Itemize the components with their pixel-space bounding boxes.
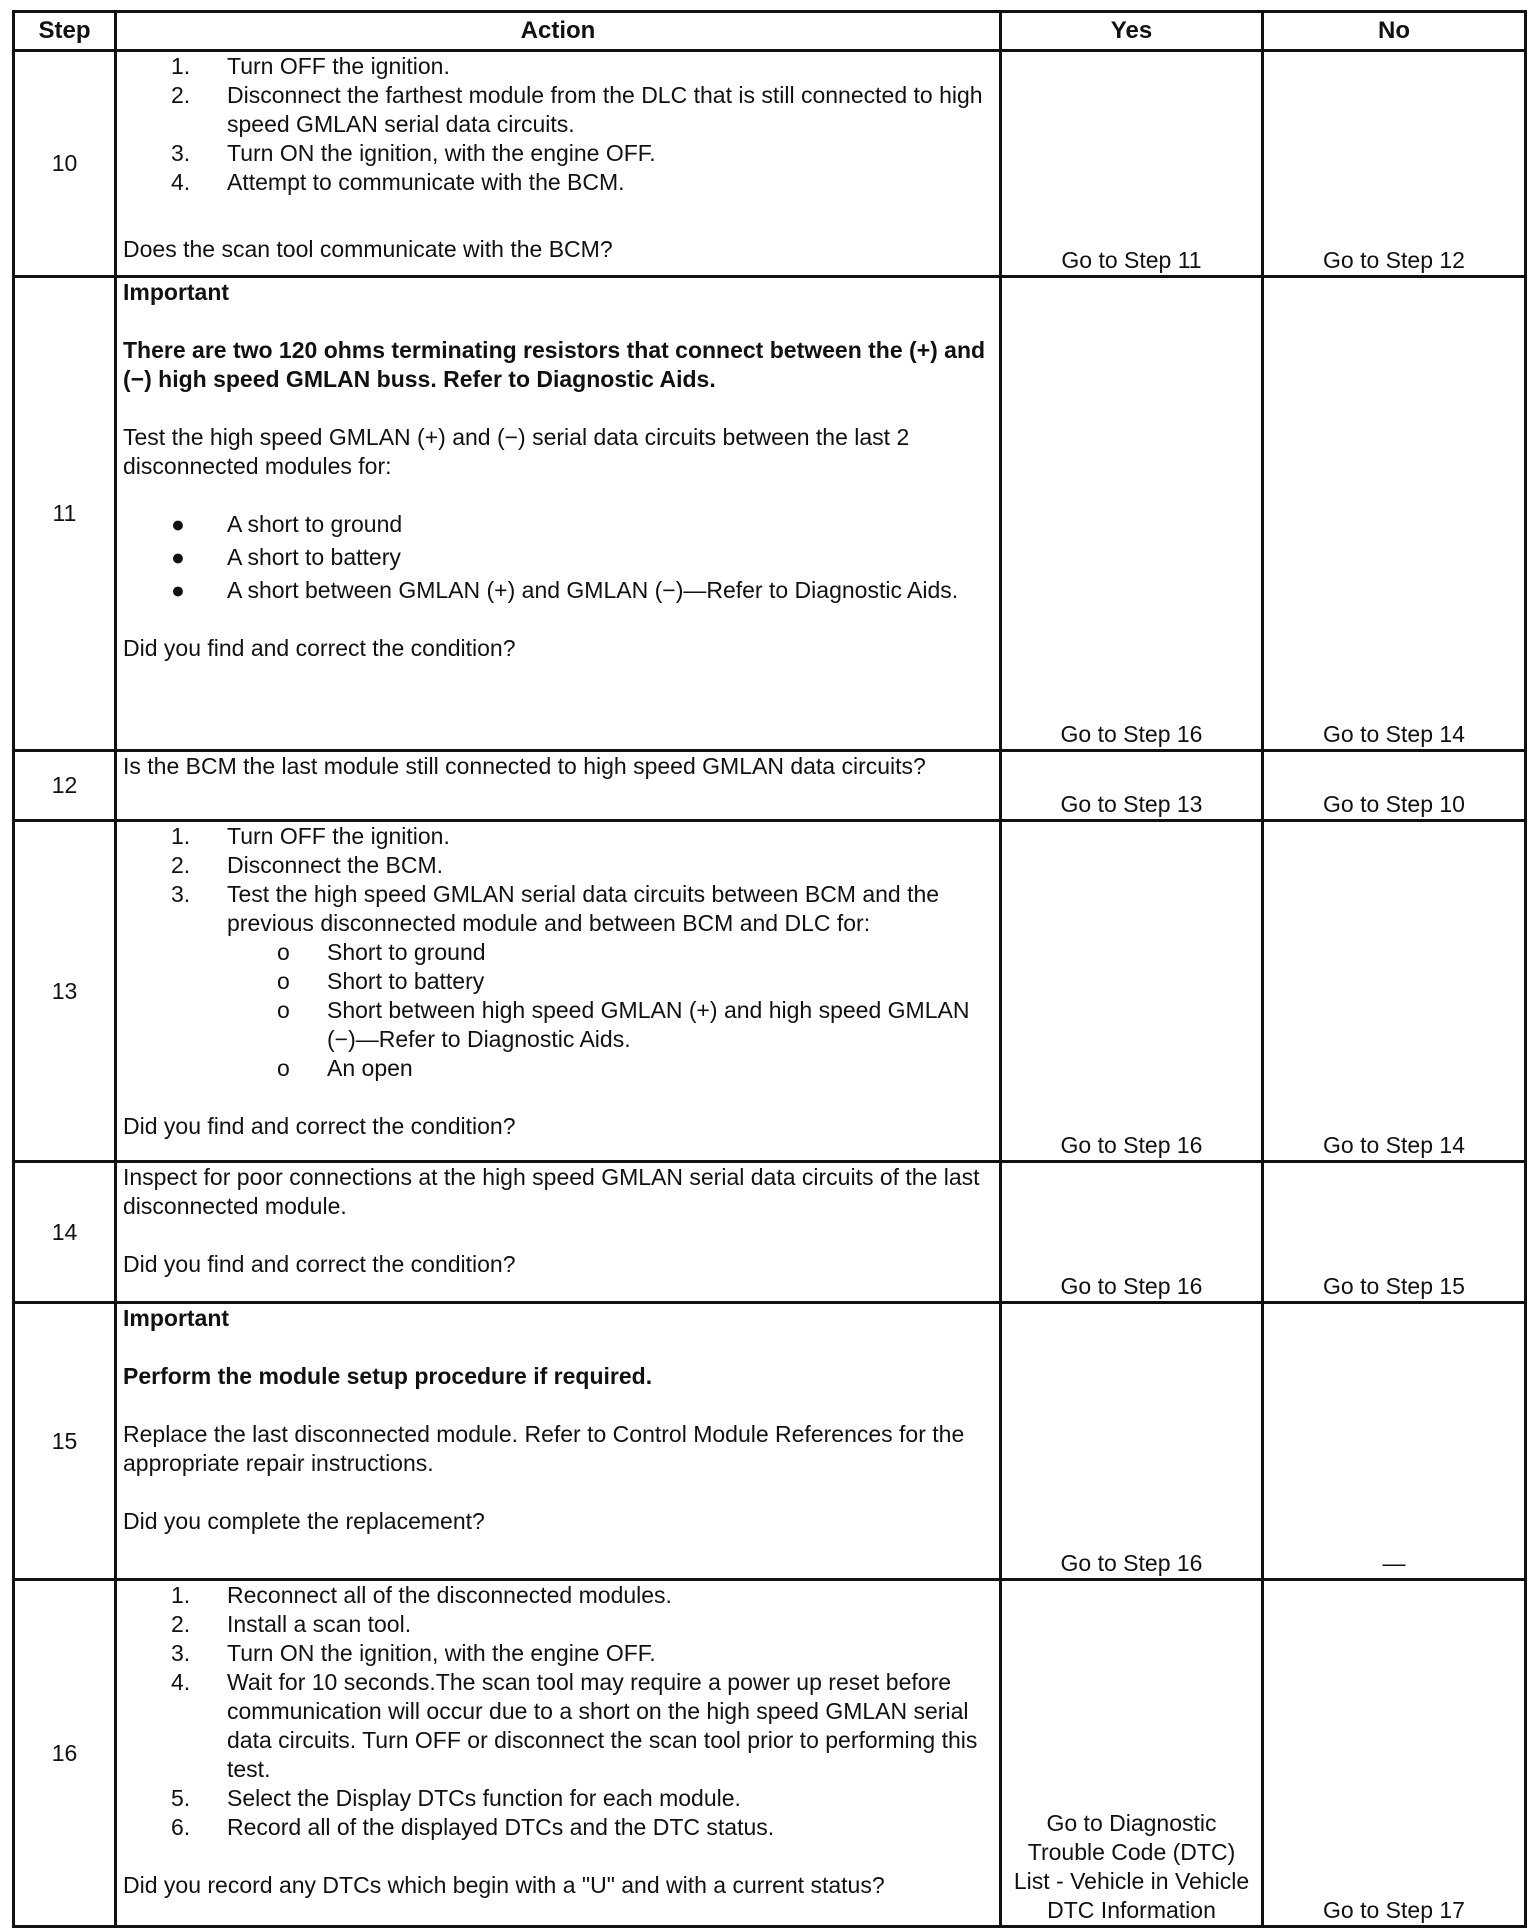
no-result: Go to Step 14 [1263, 277, 1526, 751]
question: Did you complete the replacement? [123, 1508, 485, 1534]
yes-result: Go to Step 16 [1001, 277, 1263, 751]
question: Is the BCM the last module still connected to high speed GMLAN data circuits? [123, 753, 926, 779]
list-item: 5. Select the Display DTCs function for each module. [171, 1785, 741, 1811]
table-row [14, 751, 1526, 821]
action-cell [116, 821, 1001, 1162]
list-item: 2. Disconnect the farthest module from the DLC that is still connected to high speed GMLAN serial data circuits. [171, 82, 983, 137]
header-no: No [1263, 12, 1526, 51]
table-row [14, 277, 1526, 751]
action-cell [116, 751, 1001, 821]
diagnostic-table [12, 10, 1527, 1928]
step-number: 12 [14, 751, 116, 821]
no-result: Go to Step 10 [1263, 751, 1526, 821]
important-label: Important [123, 279, 230, 305]
question: Did you find and correct the condition? [123, 1251, 516, 1277]
question: Does the scan tool communicate with the BCM? [123, 236, 613, 262]
question: Did you find and correct the condition? [123, 635, 516, 661]
list-item: ● A short to ground [171, 511, 403, 537]
list-item: ● A short between GMLAN (+) and GMLAN (−)—Refer to Diagnostic Aids. [171, 577, 959, 603]
table-row [14, 821, 1526, 1162]
table-row [14, 51, 1526, 277]
yes-result: Go to Step 16 [1001, 1303, 1263, 1580]
list-item: 3. Turn ON the ignition, with the engine OFF. [171, 1640, 656, 1666]
table-row [14, 1303, 1526, 1580]
list-item: 3. Turn ON the ignition, with the engine OFF. [171, 140, 656, 166]
no-result: Go to Step 17 [1263, 1580, 1526, 1927]
question: Did you find and correct the condition? [123, 1113, 516, 1139]
step-number: 13 [14, 821, 116, 1162]
important-note: Perform the module setup procedure if required. [123, 1363, 653, 1389]
action-cell [116, 1303, 1001, 1580]
action-text: Inspect for poor connections at the high speed GMLAN serial data circuits of the last disconnected module. [123, 1164, 980, 1219]
list-item: 6. Record all of the displayed DTCs and the DTC status. [171, 1814, 775, 1840]
important-label: Important [123, 1305, 230, 1331]
step-number: 10 [14, 51, 116, 277]
list-item: 1. Turn OFF the ignition. [171, 823, 450, 849]
step-number: 11 [14, 277, 116, 751]
list-item: 4. Attempt to communicate with the BCM. [171, 169, 625, 195]
header-yes: Yes [1001, 12, 1263, 51]
table-row [14, 1162, 1526, 1303]
header-action: Action [116, 12, 1001, 51]
sub-list-item: o Short to battery [277, 968, 485, 994]
no-result: Go to Step 12 [1263, 51, 1526, 277]
no-result: — [1263, 1303, 1526, 1580]
header-row [14, 12, 1526, 51]
important-note: There are two 120 ohms terminating resistors that connect between the (+) and (−) high speed GMLAN buss. Refer to Diagnostic Aids. [123, 337, 986, 392]
yes-result: Go to Step 16 [1001, 1162, 1263, 1303]
list-item: 1. Turn OFF the ignition. [171, 53, 450, 79]
header-step: Step [14, 12, 116, 51]
table-row [14, 1580, 1526, 1927]
list-item: ● A short to battery [171, 544, 401, 570]
action-text: Test the high speed GMLAN (+) and (−) serial data circuits between the last 2 disconnected modules for: [123, 424, 910, 479]
action-cell [116, 51, 1001, 277]
yes-result: Go to Diagnostic Trouble Code (DTC) List - Vehicle in Vehicle DTC Information [1001, 1580, 1263, 1927]
sub-list-item: o Short to ground [277, 939, 486, 965]
sub-list-item: o Short between high speed GMLAN (+) and high speed GMLAN (−)—Refer to Diagnostic Aids. [277, 997, 970, 1052]
no-result: Go to Step 15 [1263, 1162, 1526, 1303]
yes-result: Go to Step 13 [1001, 751, 1263, 821]
yes-result: Go to Step 11 [1001, 51, 1263, 277]
sub-list-item: o An open [277, 1055, 413, 1081]
list-item: 1. Reconnect all of the disconnected modules. [171, 1582, 672, 1608]
list-item: 4. Wait for 10 seconds.The scan tool may require a power up reset before communication will occur due to a short on the high speed GMLAN serial data circuits. Turn OFF or disconnect the scan tool prior to performing this test. [171, 1669, 978, 1782]
step-number: 14 [14, 1162, 116, 1303]
question: Did you record any DTCs which begin with a "U" and with a current status? [123, 1872, 885, 1898]
yes-result: Go to Step 16 [1001, 821, 1263, 1162]
step-number: 16 [14, 1580, 116, 1927]
no-result: Go to Step 14 [1263, 821, 1526, 1162]
list-item: 3. Test the high speed GMLAN serial data circuits between BCM and the previous disconnected module and between BCM and DLC for: [171, 881, 940, 936]
list-item: 2. Install a scan tool. [171, 1611, 412, 1637]
list-item: 2. Disconnect the BCM. [171, 852, 444, 878]
action-cell [116, 1162, 1001, 1303]
action-cell [116, 1580, 1001, 1927]
action-text: Replace the last disconnected module. Refer to Control Module References for the appropriate repair instructions. [123, 1421, 965, 1476]
action-cell [116, 277, 1001, 751]
step-number: 15 [14, 1303, 116, 1580]
